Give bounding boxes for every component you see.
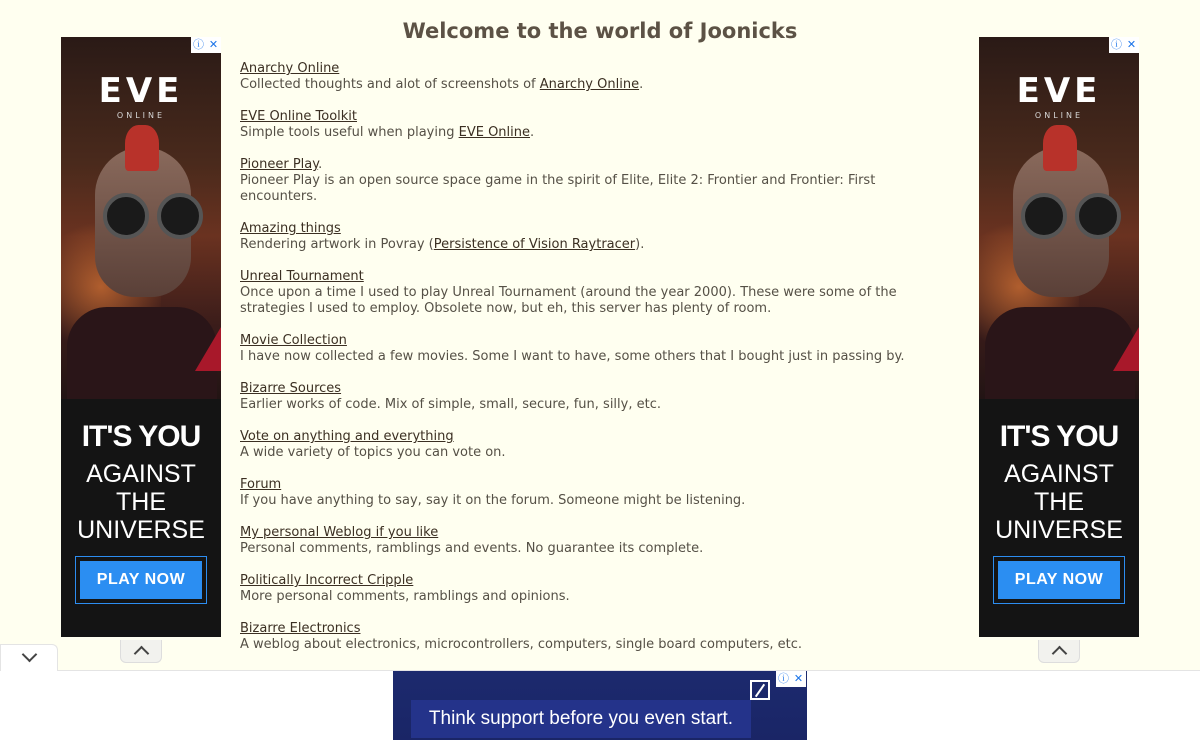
entry-title-link[interactable]: Pioneer Play: [240, 157, 319, 172]
entry-description-end: .: [639, 77, 644, 92]
ad-goggles: [1019, 193, 1139, 233]
page-title: Welcome to the world of Joonicks: [402, 19, 798, 43]
link-entry: [240, 525, 940, 557]
ad-subline: [61, 460, 221, 544]
entry-description: Collected thoughts and alot of screenshots of: [240, 77, 540, 92]
entry-description-end: .: [530, 125, 535, 140]
ad-close-icon[interactable]: ✕: [208, 38, 219, 51]
ad-headline: IT'S YOU: [999, 420, 1119, 453]
entry-description: I have now collected a few movies. Some I want to have, some others that I bought just in passing by.: [240, 349, 905, 364]
eve-logo: EVE: [1016, 71, 1102, 111]
ad-subline-1: AGAINST THE: [1004, 460, 1114, 516]
entry-inline-link[interactable]: Anarchy Online: [539, 77, 640, 92]
entry-description-end: ).: [635, 237, 645, 252]
chevron-down-icon: [21, 647, 37, 663]
entry-title-link[interactable]: Bizarre Sources: [240, 381, 342, 396]
ad-info-icon[interactable]: ⓘ: [1111, 38, 1122, 51]
entry-inline-link[interactable]: Persistence of Vision Raytracer: [433, 237, 636, 252]
left-ad-banner[interactable]: [61, 37, 221, 637]
ad-close-icon[interactable]: ✕: [793, 672, 804, 685]
entry-title-link[interactable]: Forum: [240, 477, 282, 492]
link-entry: [240, 621, 940, 653]
bottom-ad-choices[interactable]: [776, 671, 806, 687]
ad-character-hair: [125, 125, 159, 171]
chevron-up-icon: [133, 646, 149, 662]
play-now-button[interactable]: PLAY NOW: [80, 561, 202, 599]
link-entry: [240, 381, 940, 413]
ad-subline-2: UNIVERSE: [995, 516, 1123, 544]
play-now-button[interactable]: PLAY NOW: [998, 561, 1120, 599]
entry-title-link[interactable]: EVE Online Toolkit: [240, 109, 358, 124]
eve-logo: EVE: [98, 71, 184, 111]
right-ad-banner[interactable]: [979, 37, 1139, 637]
entry-title-suffix: .: [318, 157, 323, 172]
ad-star-shape: [1113, 327, 1139, 371]
link-entry: [240, 109, 940, 141]
ad-choices[interactable]: [1109, 37, 1139, 53]
link-list: [240, 61, 940, 669]
ad-character-hair: [1043, 125, 1077, 171]
ad-headline: IT'S YOU: [81, 420, 201, 453]
entry-description: Pioneer Play is an open source space game in the spirit of Elite, Elite 2: Frontier and Frontier: First encounters.: [240, 173, 876, 204]
entry-description: A wide variety of topics you can vote on.: [240, 445, 506, 460]
entry-description: A weblog about electronics, microcontrollers, computers, single board computers, etc.: [240, 637, 803, 652]
entry-description: Earlier works of code. Mix of simple, small, secure, fun, silly, etc.: [240, 397, 661, 412]
entry-description: If you have anything to say, say it on the forum. Someone might be listening.: [240, 493, 746, 508]
entry-description: More personal comments, ramblings and opinions.: [240, 589, 570, 604]
entry-description: Once upon a time I used to play Unreal Tournament (around the year 2000). These were some of the strategies I used to employ. Obsolete now, but eh, this server has plenty of room.: [240, 285, 897, 316]
bottom-bar-collapse-tab[interactable]: [0, 644, 58, 671]
link-entry: [240, 429, 940, 461]
link-entry: [240, 269, 940, 317]
right-ad-collapse-tab[interactable]: [1038, 640, 1080, 663]
entry-title-link[interactable]: Movie Collection: [240, 333, 347, 348]
entry-inline-link[interactable]: EVE Online: [458, 125, 531, 140]
entry-title-link[interactable]: My personal Weblog if you like: [240, 525, 439, 540]
entry-description: Personal comments, ramblings and events. No guarantee its complete.: [240, 541, 704, 556]
bottom-ad-text[interactable]: Think support before you even start.: [411, 700, 751, 738]
ad-info-icon[interactable]: ⓘ: [778, 672, 789, 685]
ad-close-icon[interactable]: ✕: [1126, 38, 1137, 51]
entry-title-link[interactable]: Anarchy Online: [240, 61, 340, 76]
eve-logo-sub: ONLINE: [1034, 111, 1084, 120]
link-entry: [240, 333, 940, 365]
chevron-up-icon: [1051, 646, 1067, 662]
entry-title-link[interactable]: Vote on anything and everything: [240, 429, 454, 444]
link-entry: [240, 573, 940, 605]
left-ad-collapse-tab[interactable]: [120, 640, 162, 663]
entry-title-link[interactable]: Amazing things: [240, 221, 341, 236]
entry-title-link[interactable]: Unreal Tournament: [240, 269, 364, 284]
ad-goggles: [101, 193, 221, 233]
ad-info-icon[interactable]: ⓘ: [193, 38, 204, 51]
link-entry: [240, 477, 940, 509]
eve-logo-sub: ONLINE: [116, 111, 166, 120]
link-entry: [240, 61, 940, 93]
bank-logo-icon: [750, 680, 770, 700]
entry-description: Rendering artwork in Povray (: [240, 237, 434, 252]
ad-subline: [979, 460, 1139, 544]
ad-subline-1: AGAINST THE: [86, 460, 196, 516]
link-entry: [240, 157, 940, 205]
entry-description: Simple tools useful when playing: [240, 125, 459, 140]
link-entry: [240, 221, 940, 253]
entry-title-link[interactable]: Bizarre Electronics: [240, 621, 361, 636]
entry-title-link[interactable]: Politically Incorrect Cripple: [240, 573, 414, 588]
ad-subline-2: UNIVERSE: [77, 516, 205, 544]
ad-star-shape: [195, 327, 221, 371]
ad-choices[interactable]: [191, 37, 221, 53]
